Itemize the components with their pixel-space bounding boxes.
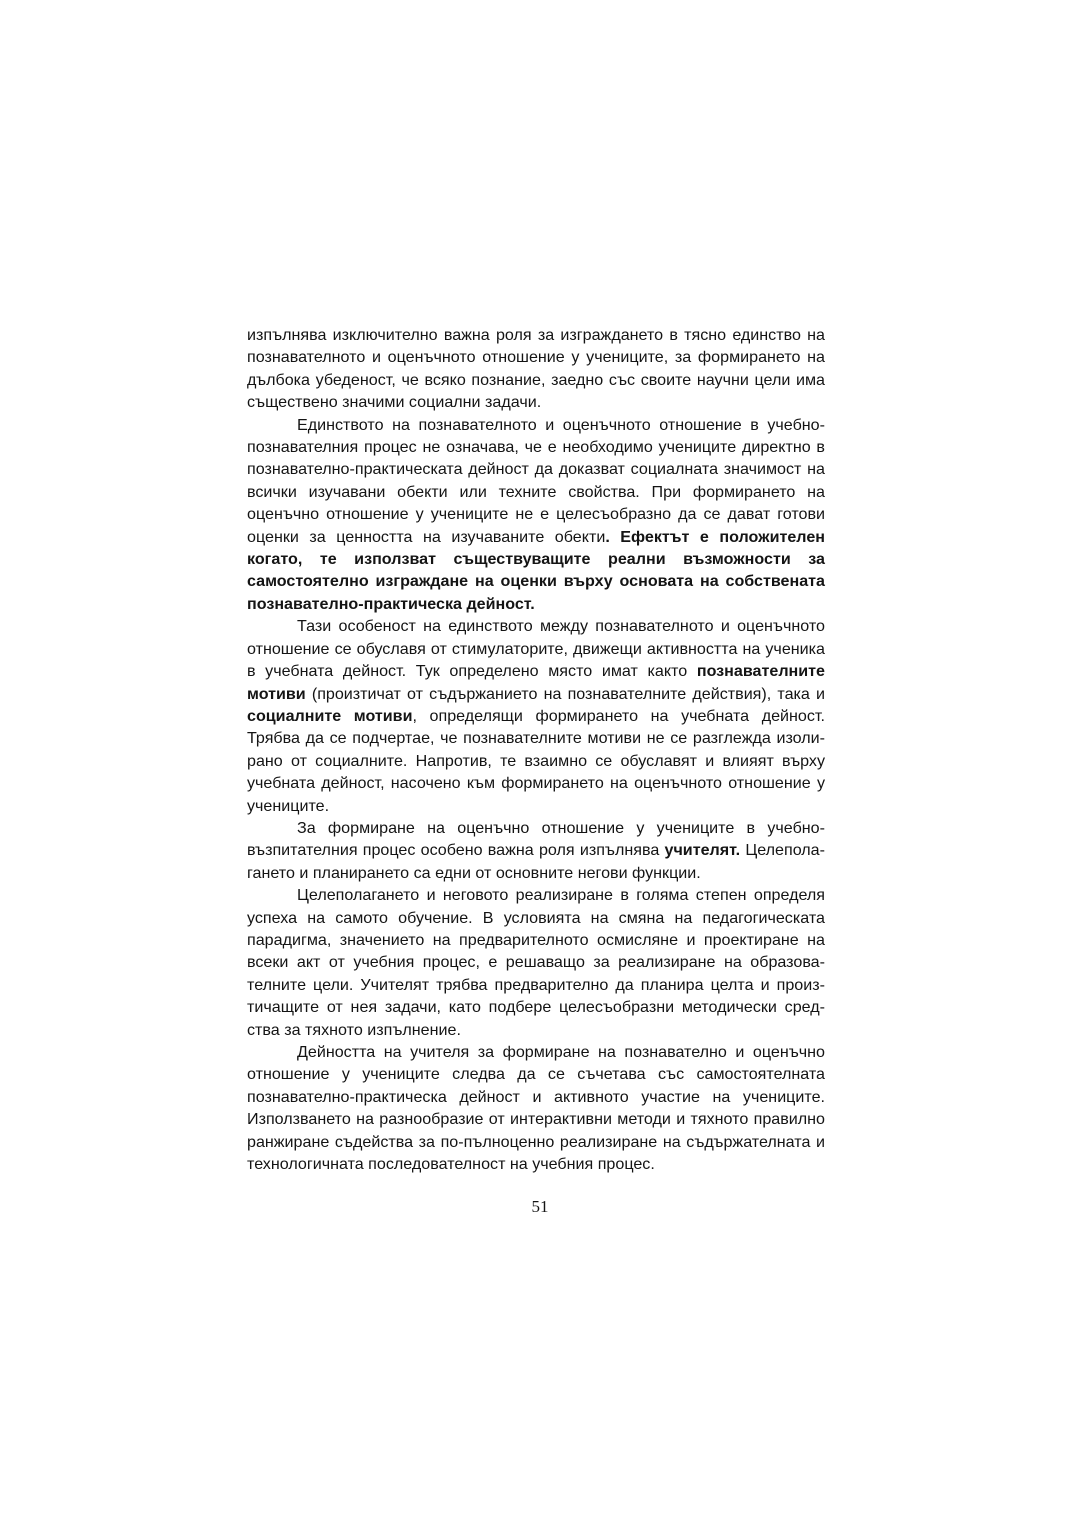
text-run: Целеполагането и планирането са едни от основните негови функции.	[247, 841, 825, 882]
text-run: изпълнява изключително важна роля за изграждането в тясно единство на познавателното и оценъчното отношение у учениците, за формирането на дълбока убеденост, че всяко познание, заедно със своите научни цели има съществено значими социални задачи.	[247, 326, 825, 412]
page-number: 51	[531, 1197, 549, 1216]
text-run: , определящи формирането на учебната дейност. Трябва да се подчертае, че познавателните мотиви не се разглежда изолирано от социалните. Напротив, те взаимно се обуславят и влияят върху учебната дейност, насочено към формирането на оценъчното отношение у учениците.	[247, 706, 825, 815]
text-run: Единството на познавателното и оценъчното отношение в учебно-познавателния процес не означава, че е необходимо учениците директно в познавателно-практическата дейност да доказват социалната значимост на всички изучавани обекти или техните свойства. При формирането на оценъчно отношение у учениците не е целесъобразно да се дават готови оценки за ценността на изучаваните обекти	[247, 415, 825, 546]
text-run: (произтичат от съдържанието на познавателните действия), така и	[305, 684, 825, 703]
bold-text-run: социалните мотиви	[247, 706, 413, 725]
text-run: Целеполагането и неговото реализиране в голяма степен определя успеха на самото обучение. В условията на смяна на педагогическата парадигма, значението на предварителното осмисляне и проектиране на всеки акт от учебния процес, е решаващо за реализиране на образователните цели. Учителят трябва предварително да планира целта и произтичащите от нея задачи, като подбере целесъобразни методически средства за тяхното изпълнение.	[247, 886, 825, 1039]
body-text	[247, 324, 825, 1175]
paragraph-2	[247, 414, 825, 616]
text-run: Дейността на учителя за формиране на познавателно и оценъчно отношение у учениците следва да се съчетава със самостоятелната познавателно-практическа дейност и активното участие на учениците. Използването на разнообразие от интерактивни методи и тяхното правилно ранжиране съдейства за по-пълноценно реализиране на съдържателната и технологичната последователност на учебния процес.	[247, 1043, 825, 1174]
bold-text-run: . Ефектът е положителен когато, те използват съществуващите реални възможности за самостоятелно изграждане на оценки върху основата на собствената познавателно-практическа дейност.	[247, 527, 825, 613]
paragraph-1	[247, 324, 825, 414]
bold-text-run: познавателните мотиви	[247, 662, 825, 703]
paragraph-5	[247, 884, 825, 1041]
paragraph-3	[247, 615, 825, 817]
text-run: Тази особеност на единството между познавателното и оценъчното отношение се обуславя от стимулаторите, движещи активността на ученика в учебната дейност. Тук определено място имат както	[247, 617, 825, 681]
paragraph-6	[247, 1041, 825, 1175]
paragraph-4	[247, 817, 825, 884]
bold-text-run: учителят.	[664, 841, 741, 860]
text-run: За формиране на оценъчно отношение у учениците в учебно-възпитателния процес особено важна роля изпълнява	[247, 818, 825, 860]
